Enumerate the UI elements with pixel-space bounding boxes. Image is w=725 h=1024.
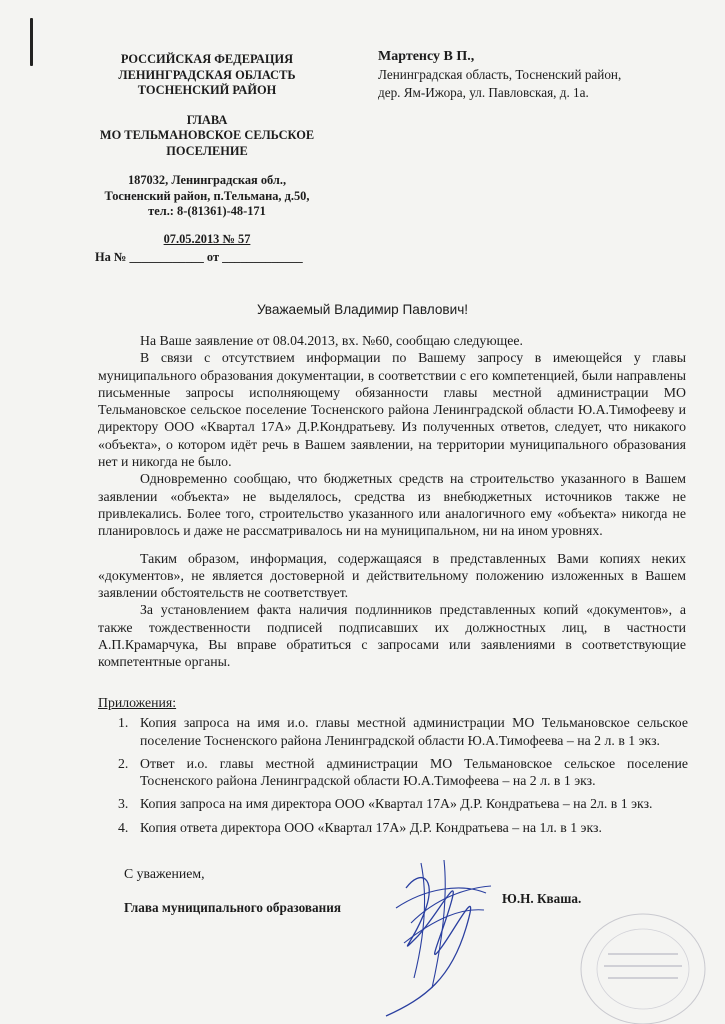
- handwritten-signature: [366, 848, 496, 1020]
- recipient-address-cont: дер. Ям-Ижора, ул. Павловская, д. 1а.: [378, 85, 589, 100]
- attachment-item: [98, 755, 688, 790]
- sender-phone: тел.: 8-(81361)-48-171: [148, 204, 266, 218]
- sender-district: ТОСНЕНСКИЙ РАЙОН: [137, 83, 277, 97]
- paragraph: Таким образом, информация, содержащаяся в представленных Вами копиях неких «документов», не является достоверной и действительному положению изложенных в Вашем заявлении обстоятельств не соответствует.: [98, 550, 686, 601]
- attachment-number: 1.: [118, 715, 129, 731]
- sender-organization-cont: ПОСЕЛЕНИЕ: [166, 143, 248, 158]
- attachment-text: Копия запроса на имя директора ООО «Квартал 17А» Д.Р. Кондратьева – на 2л. в 1 экз.: [140, 796, 653, 812]
- attachment-item: [98, 714, 688, 749]
- sender-country: РОССИЙСКАЯ ФЕДЕРАЦИЯ: [120, 52, 294, 66]
- attachment-number: 3.: [118, 796, 129, 812]
- sender-position: ГЛАВА: [186, 112, 228, 127]
- attachment-number: 4.: [118, 819, 129, 835]
- binder-mark: [30, 18, 33, 66]
- letter-date-number: 07.05.2013 № 57: [163, 231, 251, 246]
- greeting: Уважаемый Владимир Павлович!: [256, 302, 469, 317]
- reference-line: На № ____________ от _____________: [95, 250, 303, 264]
- attachment-number: 2.: [118, 755, 129, 771]
- attachment-text: Ответ и.о. главы местной администрации МО Тельмановское сельское поселение Тосненского района Ленинградской области Ю.А.Тимофеева – на 2 л. в 1 экз.: [140, 755, 688, 789]
- attachment-text: Копия запроса на имя и.о. главы местной администрации МО Тельмановское сельское поселение Тосненского района Ленинградской области Ю.А.Тимофеева – на 2 л. в 1 экз.: [140, 715, 688, 748]
- signatory-title: Глава муниципального образования: [124, 900, 341, 915]
- attachments-list: [98, 714, 688, 836]
- closing-phrase: С уважением,: [124, 866, 205, 881]
- sender-address-cont: Тосненский район, п.Тельмана, д.50,: [104, 188, 310, 203]
- letter-body: [98, 332, 686, 671]
- recipient-block: [378, 48, 698, 102]
- recipient-address: Ленинградская область, Тосненский район,: [378, 67, 622, 82]
- paragraph: На Ваше заявление от 08.04.2013, вх. №60, сообщаю следующее.: [140, 333, 523, 348]
- sender-region: ЛЕНИНГРАДСКАЯ ОБЛАСТЬ: [118, 67, 296, 82]
- signatory-name: Ю.Н. Кваша.: [502, 891, 582, 906]
- paragraph: В связи с отсутствием информации по Вашему запросу в имеющейся у главы муниципального образования документации, в соответствии с его компетенцией, были направлены письменные запросы исполняющему обязанности главы местной администрации МО Тельмановское сельское поселение Тосненского района Ленинградской области Ю.А.Тимофееву и директору ООО «Квартал 17А» Д.Р.Кондратьеву. Из полученных ответов, следует, что никакого «объекта», о котором идёт речь в Вашем заявлении, на территории муниципального образования нет и никогда не было.: [98, 350, 686, 470]
- sender-block: [92, 52, 322, 247]
- sender-organization: МО ТЕЛЬМАНОВСКОЕ СЕЛЬСКОЕ: [99, 128, 315, 142]
- attachment-text: Копия ответа директора ООО «Квартал 17А» Д.Р. Кондратьева – на 1л. в 1 экз.: [140, 819, 602, 835]
- attachment-item: [98, 795, 688, 812]
- attachments-section: [98, 694, 688, 842]
- attachment-item: [98, 819, 688, 836]
- faint-stamp: [568, 904, 708, 1024]
- paragraph: Одновременно сообщаю, что бюджетных средств на строительство указанного в Вашем заявлении «объекта» не выделялось, средства из внебюджетных источников также не привлекались. Более того, строительство указанного или аналогичного ему «объекта» никогда не планировлось и даже не рассматривалось ни на муниципальном, ни на ином уровнях.: [98, 471, 686, 539]
- attachments-title: Приложения:: [98, 695, 177, 710]
- paragraph: За установлением факта наличия подлинников представленных копий «документов», а также тождественности подписей подписавших их должностных лиц, в частности А.П.Крамарчука, Вы вправе обратиться с запросами или заявлениями в соответствующие компетентные органы.: [98, 602, 686, 670]
- recipient-name: Мартенсу В П.,: [378, 49, 475, 64]
- sender-address: 187032, Ленинградская обл.,: [127, 173, 287, 187]
